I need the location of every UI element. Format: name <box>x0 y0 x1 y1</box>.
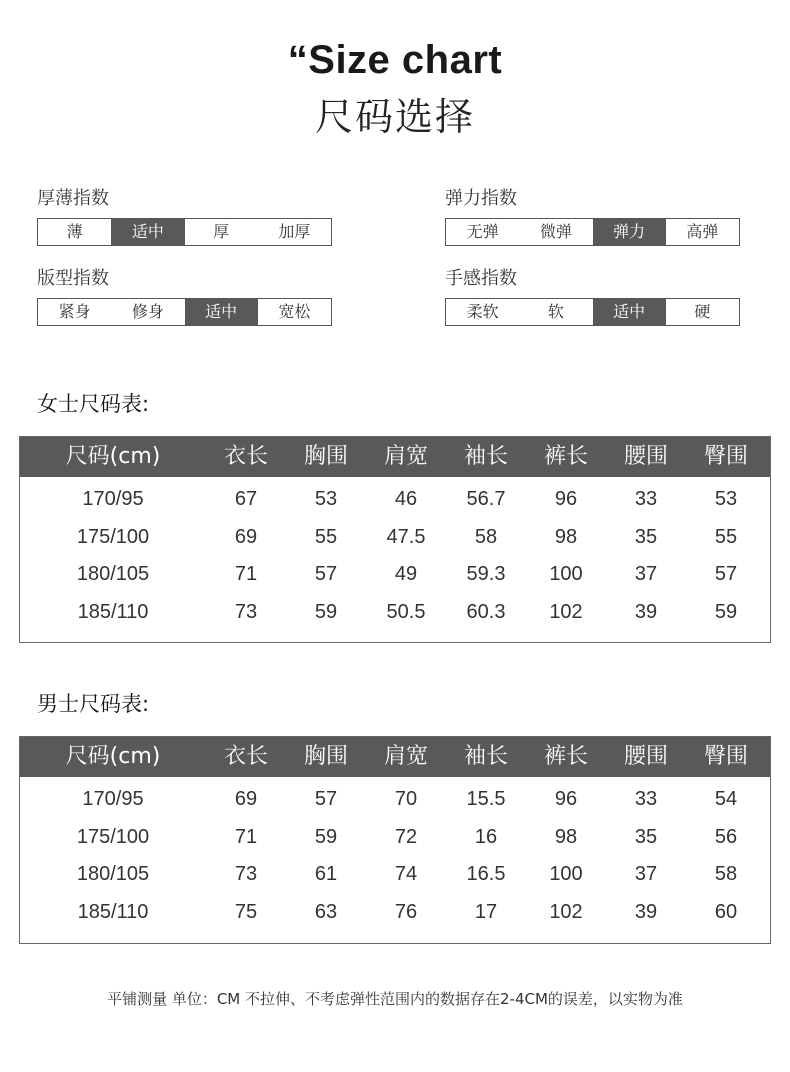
table-cell: 100 <box>549 863 583 885</box>
feel-option: 软 <box>547 302 564 321</box>
table-cell: 55 <box>714 525 738 548</box>
table-cell: 71 <box>234 825 258 848</box>
table-cell: 180/105 <box>76 863 150 885</box>
header-cell: 袖长 <box>463 744 508 769</box>
measurement-note: 平铺测量 单位：CM 不拉伸、不考虑弹性范围内的数据存在2-4CM的误差，以实物为准 <box>107 990 683 1008</box>
table-row <box>20 856 770 894</box>
fit-option-selected: 适中 <box>185 299 258 325</box>
fit-index-bar <box>37 298 332 326</box>
header-cell: 尺码(cm) <box>65 444 161 469</box>
table-row <box>20 556 770 594</box>
header-cell: 胸围 <box>303 444 348 469</box>
header-cell: 衣长 <box>223 744 268 769</box>
table-cell: 16 <box>474 825 498 848</box>
table-cell: 35 <box>634 525 658 548</box>
table-cell: 49 <box>394 563 418 585</box>
table-cell: 96 <box>554 488 578 510</box>
feel-index <box>445 266 740 326</box>
table-cell: 75 <box>234 900 258 923</box>
table-cell: 53 <box>314 488 338 510</box>
table-cell: 56 <box>714 825 738 848</box>
table-cell: 61 <box>314 863 338 885</box>
elasticity-index <box>445 186 740 246</box>
elasticity-option: 无弹 <box>466 222 499 241</box>
thickness-index-bar <box>37 218 332 246</box>
fit-index <box>37 266 332 326</box>
table-header <box>20 437 770 477</box>
table-cell: 96 <box>554 788 578 810</box>
header-cell: 裤长 <box>543 744 588 769</box>
table-cell: 98 <box>554 825 578 848</box>
table-cell: 73 <box>234 863 258 885</box>
header-cell: 裤长 <box>543 444 588 469</box>
table-row <box>20 481 770 519</box>
header-cell: 尺码(cm) <box>65 744 161 769</box>
elasticity-index-bar <box>445 218 740 246</box>
table-cell: 73 <box>234 600 258 623</box>
table-cell: 37 <box>634 563 658 585</box>
table-cell: 37 <box>634 863 658 885</box>
table-row <box>20 819 770 857</box>
table-cell: 185/110 <box>77 600 149 623</box>
table-cell: 59.3 <box>466 563 506 585</box>
table-cell: 185/110 <box>77 900 149 923</box>
table-cell: 57 <box>714 563 738 585</box>
table-cell: 17 <box>474 900 498 923</box>
header-cell: 胸围 <box>303 744 348 769</box>
table-cell: 170/95 <box>82 488 144 510</box>
table-cell: 56.7 <box>466 488 506 510</box>
table-cell: 71 <box>234 563 258 585</box>
thickness-option: 厚 <box>213 222 230 241</box>
men-table-title: 男士尺码表: <box>37 692 150 716</box>
table-row <box>20 894 770 932</box>
table-cell: 100 <box>549 563 583 585</box>
table-body <box>20 777 770 931</box>
table-cell: 175/100 <box>76 525 150 548</box>
header-cell: 臀围 <box>703 744 748 769</box>
header-cell: 衣长 <box>223 444 268 469</box>
table-cell: 60 <box>714 900 738 923</box>
table-cell: 39 <box>634 900 658 923</box>
table-cell: 58 <box>714 863 738 885</box>
women-size-table <box>19 436 771 643</box>
table-cell: 47.5 <box>386 525 426 548</box>
fit-option: 宽松 <box>278 302 311 321</box>
table-cell: 102 <box>549 900 583 923</box>
table-cell: 15.5 <box>466 788 506 810</box>
feel-option-selected: 适中 <box>593 299 666 325</box>
table-cell: 59 <box>714 600 738 623</box>
table-cell: 55 <box>314 525 338 548</box>
elasticity-option-selected: 弹力 <box>593 219 666 245</box>
feel-option: 硬 <box>694 302 711 321</box>
table-cell: 74 <box>394 863 418 885</box>
table-cell: 59 <box>314 825 338 848</box>
thickness-index-label: 厚薄指数 <box>37 188 109 209</box>
header-cell: 腰围 <box>623 444 668 469</box>
header-cell: 袖长 <box>463 444 508 469</box>
table-cell: 69 <box>234 525 258 548</box>
table-cell: 16.5 <box>466 863 506 885</box>
header-cell: 肩宽 <box>383 744 428 769</box>
table-cell: 180/105 <box>76 563 150 585</box>
table-header <box>20 737 770 777</box>
table-cell: 39 <box>634 600 658 623</box>
header-cell: 腰围 <box>623 744 668 769</box>
table-cell: 50.5 <box>386 600 426 623</box>
table-cell: 57 <box>314 788 338 810</box>
thickness-option-selected: 适中 <box>111 219 184 245</box>
table-cell: 170/95 <box>82 788 144 810</box>
table-cell: 33 <box>634 788 658 810</box>
table-cell: 54 <box>714 788 738 810</box>
elasticity-option: 微弹 <box>539 222 572 241</box>
header-cell: 肩宽 <box>383 444 428 469</box>
table-row <box>20 594 770 632</box>
elasticity-index-label: 弹力指数 <box>445 188 517 209</box>
table-cell: 63 <box>314 900 338 923</box>
header-cell: 臀围 <box>703 444 748 469</box>
table-cell: 69 <box>234 788 258 810</box>
table-cell: 58 <box>474 525 498 548</box>
men-size-table <box>19 736 771 944</box>
women-table-title: 女士尺码表: <box>37 392 150 416</box>
table-body <box>20 477 770 631</box>
feel-option: 柔软 <box>466 302 499 321</box>
fit-option: 修身 <box>131 302 164 321</box>
table-cell: 70 <box>394 788 418 810</box>
title-english: “Size chart <box>287 38 503 82</box>
table-row <box>20 519 770 557</box>
table-cell: 102 <box>549 600 583 623</box>
table-cell: 59 <box>314 600 338 623</box>
title-chinese: 尺码选择 <box>314 95 475 139</box>
thickness-option: 薄 <box>66 222 83 241</box>
table-cell: 33 <box>634 488 658 510</box>
thickness-index <box>37 186 332 246</box>
feel-index-bar <box>445 298 740 326</box>
table-cell: 53 <box>714 488 738 510</box>
table-row <box>20 781 770 819</box>
table-cell: 72 <box>394 825 418 848</box>
table-cell: 35 <box>634 825 658 848</box>
fit-index-label: 版型指数 <box>37 268 109 289</box>
table-cell: 98 <box>554 525 578 548</box>
table-cell: 46 <box>394 488 418 510</box>
table-cell: 175/100 <box>76 825 150 848</box>
table-cell: 57 <box>314 563 338 585</box>
thickness-option: 加厚 <box>278 222 311 241</box>
table-cell: 76 <box>394 900 418 923</box>
feel-index-label: 手感指数 <box>445 268 517 289</box>
table-cell: 60.3 <box>466 600 506 623</box>
elasticity-option: 高弹 <box>686 222 719 241</box>
table-cell: 67 <box>234 488 258 510</box>
fit-option: 紧身 <box>58 302 91 321</box>
